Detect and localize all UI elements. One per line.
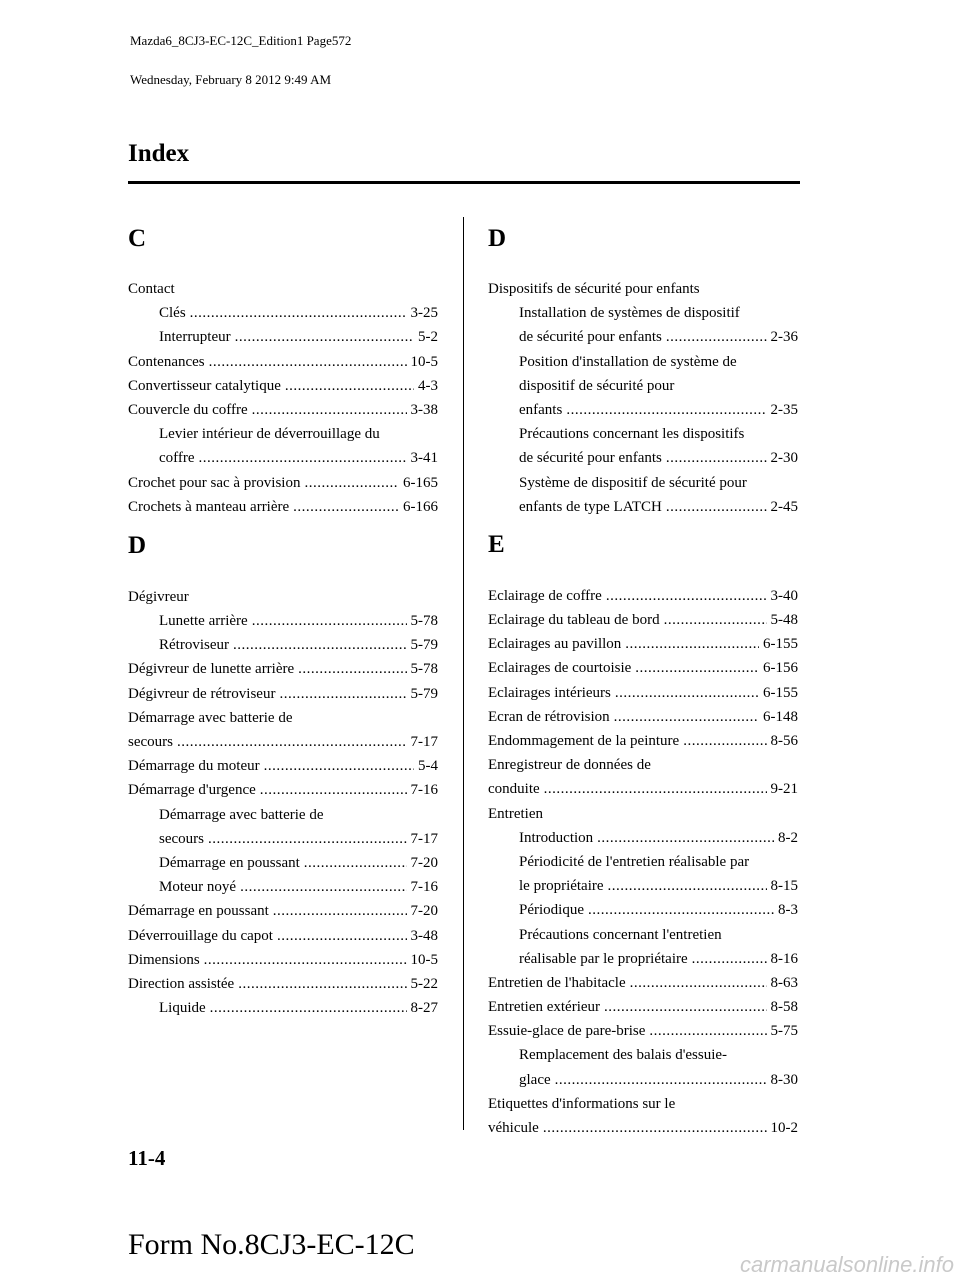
entry-text: Couvercle du coffre xyxy=(128,401,248,418)
dot-leader xyxy=(543,1116,767,1140)
entry-text: Dégivreur de lunette arrière xyxy=(128,661,295,678)
dot-leader xyxy=(264,754,414,778)
index-entry xyxy=(488,277,798,301)
index-subentry xyxy=(128,446,438,470)
index-entry xyxy=(128,924,438,948)
entry-text: réalisable par le propriétaire xyxy=(519,950,688,967)
entry-text: Démarrage d'urgence xyxy=(128,782,256,799)
index-subentry xyxy=(488,350,798,374)
entry-page-ref: 9-21 xyxy=(770,781,798,798)
entry-page-ref: 8-58 xyxy=(770,999,798,1016)
index-entry xyxy=(488,681,798,705)
entry-text: Entretien extérieur xyxy=(488,999,601,1016)
entry-text: Installation de systèmes de dispositif xyxy=(519,305,740,322)
entry-page-ref: 10-5 xyxy=(410,353,438,370)
entry-text: Dimensions xyxy=(128,951,200,968)
entry-text: Moteur noyé xyxy=(159,879,237,896)
entry-page-ref: 8-16 xyxy=(770,950,798,967)
dot-leader xyxy=(555,1068,767,1092)
entry-page-ref: 7-16 xyxy=(410,782,438,799)
entry-text: Entretien de l'habitacle xyxy=(488,974,626,991)
index-entry xyxy=(488,971,798,995)
entry-text: Lunette arrière xyxy=(159,613,248,630)
dot-leader xyxy=(666,446,767,470)
dot-leader xyxy=(608,874,767,898)
index-entry xyxy=(488,729,798,753)
dot-leader xyxy=(614,705,759,729)
index-subentry xyxy=(488,850,798,874)
dot-leader xyxy=(683,729,766,753)
index-entry xyxy=(488,656,798,680)
index-entry xyxy=(488,753,798,777)
entry-text: Clés xyxy=(159,305,186,322)
entry-page-ref: 7-16 xyxy=(410,879,438,896)
dot-leader xyxy=(238,972,406,996)
entry-text: Dégivreur de rétroviseur xyxy=(128,685,276,702)
entry-text: Interrupteur xyxy=(159,329,231,346)
entry-text: Rétroviseur xyxy=(159,637,229,654)
entry-text: Position d'installation de système de xyxy=(519,353,737,370)
entry-text: Système de dispositif de sécurité pour xyxy=(519,474,747,491)
entry-page-ref: 8-15 xyxy=(770,878,798,895)
entry-page-ref: 5-78 xyxy=(410,613,438,630)
entry-text: Crochet pour sac à provision xyxy=(128,474,301,491)
index-entry xyxy=(488,608,798,632)
entry-page-ref: 8-27 xyxy=(410,1000,438,1017)
entry-text: de sécurité pour enfants xyxy=(519,450,662,467)
dot-leader xyxy=(664,608,767,632)
dot-leader xyxy=(199,446,407,470)
index-entry xyxy=(128,754,438,778)
dot-leader xyxy=(606,584,767,608)
entry-page-ref: 6-148 xyxy=(763,708,798,725)
index-entry xyxy=(128,495,438,519)
entry-page-ref: 7-17 xyxy=(410,830,438,847)
dot-leader xyxy=(177,730,407,754)
index-entry xyxy=(128,374,438,398)
index-subentry xyxy=(488,898,798,922)
left-index-column xyxy=(128,218,438,1020)
entry-page-ref: 7-20 xyxy=(410,903,438,920)
dot-leader xyxy=(666,325,767,349)
entry-text: le propriétaire xyxy=(519,878,604,895)
entry-text: Liquide xyxy=(159,1000,206,1017)
entry-text: de sécurité pour enfants xyxy=(519,329,662,346)
index-subentry xyxy=(488,446,798,470)
entry-page-ref: 8-2 xyxy=(778,829,798,846)
entry-page-ref: 8-3 xyxy=(778,902,798,919)
dot-leader xyxy=(209,350,407,374)
entry-page-ref: 3-48 xyxy=(410,927,438,944)
dot-leader xyxy=(208,827,407,851)
entry-text: Contact xyxy=(128,281,175,297)
entry-page-ref: 2-45 xyxy=(770,498,798,515)
index-subentry xyxy=(128,875,438,899)
entry-text: conduite xyxy=(488,781,540,798)
entry-page-ref: 6-166 xyxy=(403,498,438,515)
watermark-logo: carmanualsonline.info xyxy=(739,1252,954,1277)
index-subentry xyxy=(488,1043,798,1067)
entry-text: Endommagement de la peinture xyxy=(488,733,680,749)
index-subentry xyxy=(128,301,438,325)
dot-leader xyxy=(304,851,407,875)
entry-text: Remplacement des balais d'essuie- xyxy=(519,1047,728,1064)
entry-text: Périodicité de l'entretien réalisable par xyxy=(519,853,750,870)
dot-leader xyxy=(692,947,767,971)
index-subentry xyxy=(488,301,798,325)
index-subentry xyxy=(488,874,798,898)
dot-leader xyxy=(604,995,766,1019)
dot-leader xyxy=(666,495,767,519)
entry-page-ref: 7-20 xyxy=(410,854,438,871)
entry-text: Crochets à manteau arrière xyxy=(128,498,290,515)
dot-leader xyxy=(298,657,406,681)
index-entry xyxy=(488,1116,798,1140)
entry-page-ref: 4-3 xyxy=(418,377,438,394)
dot-leader xyxy=(277,924,407,948)
dot-leader xyxy=(625,632,759,656)
entry-text: véhicule xyxy=(488,1120,539,1136)
page-title: Index xyxy=(128,140,190,167)
dot-leader xyxy=(544,777,767,801)
entry-text: secours xyxy=(128,734,173,750)
index-entry xyxy=(128,657,438,681)
entry-page-ref: 7-17 xyxy=(410,734,438,750)
entry-text: Essuie-glace de pare-brise xyxy=(488,1023,646,1040)
entry-page-ref: 6-165 xyxy=(403,474,438,491)
entry-page-ref: 3-38 xyxy=(410,401,438,418)
index-entry xyxy=(488,1019,798,1043)
dot-leader xyxy=(285,374,414,398)
index-subentry xyxy=(488,398,798,422)
index-subentry xyxy=(488,923,798,947)
entry-page-ref: 6-156 xyxy=(763,660,798,677)
dot-leader xyxy=(210,996,407,1020)
entry-text: Introduction xyxy=(519,829,594,846)
print-metadata xyxy=(130,8,351,99)
section-letter: D xyxy=(128,531,147,559)
dot-leader xyxy=(649,1019,766,1043)
index-subentry xyxy=(488,374,798,398)
index-subentry xyxy=(128,827,438,851)
dot-leader xyxy=(293,495,399,519)
entry-text: Eclairages au pavillon xyxy=(488,636,622,653)
dot-leader xyxy=(635,656,759,680)
entry-page-ref: 5-22 xyxy=(410,975,438,992)
index-subentry xyxy=(128,422,438,446)
section-letter: D xyxy=(488,225,507,252)
entry-text: Levier intérieur de déverrouillage du xyxy=(159,426,380,443)
index-entry xyxy=(128,585,438,609)
print-metadata-line-2: Wednesday, February 8 2012 9:49 AM xyxy=(130,72,332,87)
entry-page-ref: 2-35 xyxy=(770,401,798,418)
dot-leader xyxy=(260,778,407,802)
entry-page-ref: 5-75 xyxy=(770,1023,798,1040)
entry-page-ref: 3-41 xyxy=(410,450,438,467)
dot-leader xyxy=(304,471,399,495)
entry-text: Eclairage du tableau de bord xyxy=(488,612,660,629)
dot-leader xyxy=(240,875,406,899)
entry-text: Précautions concernant l'entretien xyxy=(519,926,722,943)
index-subentry xyxy=(488,495,798,519)
index-subentry xyxy=(488,325,798,349)
index-subentry xyxy=(488,471,798,495)
entry-page-ref: 5-79 xyxy=(410,685,438,702)
dot-leader xyxy=(252,609,407,633)
index-entry xyxy=(488,705,798,729)
dot-leader xyxy=(252,398,407,422)
page-number: 11-4 xyxy=(128,1146,166,1170)
entry-text: Démarrage avec batterie de xyxy=(159,806,324,823)
index-subentry xyxy=(128,609,438,633)
index-subentry xyxy=(488,422,798,446)
entry-page-ref: 5-48 xyxy=(770,612,798,629)
entry-text: Ecran de rétrovision xyxy=(488,708,610,725)
entry-page-ref: 5-2 xyxy=(418,329,438,346)
entry-text: Eclairage de coffre xyxy=(488,587,602,604)
entry-text: Convertisseur catalytique xyxy=(128,377,281,394)
column-divider xyxy=(463,217,464,1130)
entry-text: glace xyxy=(519,1071,551,1088)
index-subentry xyxy=(128,325,438,349)
index-entry xyxy=(488,584,798,608)
entry-text: Démarrage en poussant xyxy=(128,903,269,920)
entry-text: Contenances xyxy=(128,353,205,370)
index-entry xyxy=(128,730,438,754)
index-entry xyxy=(128,350,438,374)
entry-text: Dispositifs de sécurité pour enfants xyxy=(488,281,700,297)
index-entry xyxy=(488,995,798,1019)
dot-leader xyxy=(190,301,407,325)
dot-leader xyxy=(597,826,774,850)
entry-text: Eclairages intérieurs xyxy=(488,684,611,701)
index-entry xyxy=(128,972,438,996)
entry-text: dispositif de sécurité pour xyxy=(519,377,675,394)
entry-text: enfants de type LATCH xyxy=(519,498,662,515)
entry-text: Déverrouillage du capot xyxy=(128,927,273,944)
section-letter: C xyxy=(128,225,147,252)
index-entry xyxy=(128,899,438,923)
entry-page-ref: 10-2 xyxy=(770,1120,798,1136)
entry-text: secours xyxy=(159,830,204,847)
index-subentry xyxy=(488,1068,798,1092)
index-subentry xyxy=(128,851,438,875)
section-letter: E xyxy=(488,530,505,558)
dot-leader xyxy=(273,899,407,923)
entry-page-ref: 5-79 xyxy=(410,637,438,654)
entry-page-ref: 8-30 xyxy=(770,1071,798,1088)
index-subentry xyxy=(128,633,438,657)
entry-page-ref: 6-155 xyxy=(763,684,798,701)
index-entry xyxy=(128,398,438,422)
index-subentry xyxy=(488,826,798,850)
entry-page-ref: 8-63 xyxy=(770,974,798,991)
entry-text: Dégivreur xyxy=(128,588,189,605)
entry-page-ref: 6-155 xyxy=(763,636,798,653)
dot-leader xyxy=(279,682,406,706)
entry-text: Etiquettes d'informations sur le xyxy=(488,1095,676,1112)
index-subentry xyxy=(488,947,798,971)
right-index-column xyxy=(488,218,798,1140)
entry-text: Enregistreur de données de xyxy=(488,757,651,774)
index-entry xyxy=(128,778,438,802)
entry-text: Entretien xyxy=(488,805,543,822)
entry-text: enfants xyxy=(519,401,563,418)
entry-text: Démarrage en poussant xyxy=(159,854,300,871)
dot-leader xyxy=(588,898,774,922)
entry-text: Périodique xyxy=(519,902,584,919)
dot-leader xyxy=(204,948,407,972)
entry-page-ref: 2-30 xyxy=(770,450,798,467)
entry-page-ref: 8-56 xyxy=(770,733,798,749)
index-entry xyxy=(488,1092,798,1116)
entry-text: Démarrage du moteur xyxy=(128,758,260,775)
entry-page-ref: 5-4 xyxy=(418,758,438,775)
index-subentry xyxy=(128,996,438,1020)
index-entry xyxy=(488,802,798,826)
entry-text: coffre xyxy=(159,450,195,467)
index-entry xyxy=(488,632,798,656)
entry-text: Direction assistée xyxy=(128,975,235,992)
index-entry xyxy=(128,948,438,972)
index-entry xyxy=(128,682,438,706)
entry-text: Eclairages de courtoisie xyxy=(488,660,632,677)
dot-leader xyxy=(615,681,759,705)
entry-page-ref: 2-36 xyxy=(770,329,798,346)
entry-page-ref: 10-5 xyxy=(410,951,438,968)
index-entry xyxy=(128,277,438,301)
entry-text: Démarrage avec batterie de xyxy=(128,709,293,726)
dot-leader xyxy=(566,398,766,422)
title-rule xyxy=(128,181,800,184)
dot-leader xyxy=(630,971,767,995)
index-entry xyxy=(128,706,438,730)
index-entry xyxy=(488,777,798,801)
dot-leader xyxy=(233,633,407,657)
entry-page-ref: 5-78 xyxy=(410,661,438,678)
entry-text: Précautions concernant les dispositifs xyxy=(519,426,745,443)
entry-page-ref: 3-25 xyxy=(410,305,438,322)
print-metadata-line-1: Mazda6_8CJ3-EC-12C_Edition1 Page572 xyxy=(130,33,352,48)
dot-leader xyxy=(235,325,414,349)
entry-page-ref: 3-40 xyxy=(770,587,798,604)
form-number: Form No.8CJ3-EC-12C xyxy=(128,1228,415,1261)
index-entry xyxy=(128,471,438,495)
index-subentry xyxy=(128,803,438,827)
